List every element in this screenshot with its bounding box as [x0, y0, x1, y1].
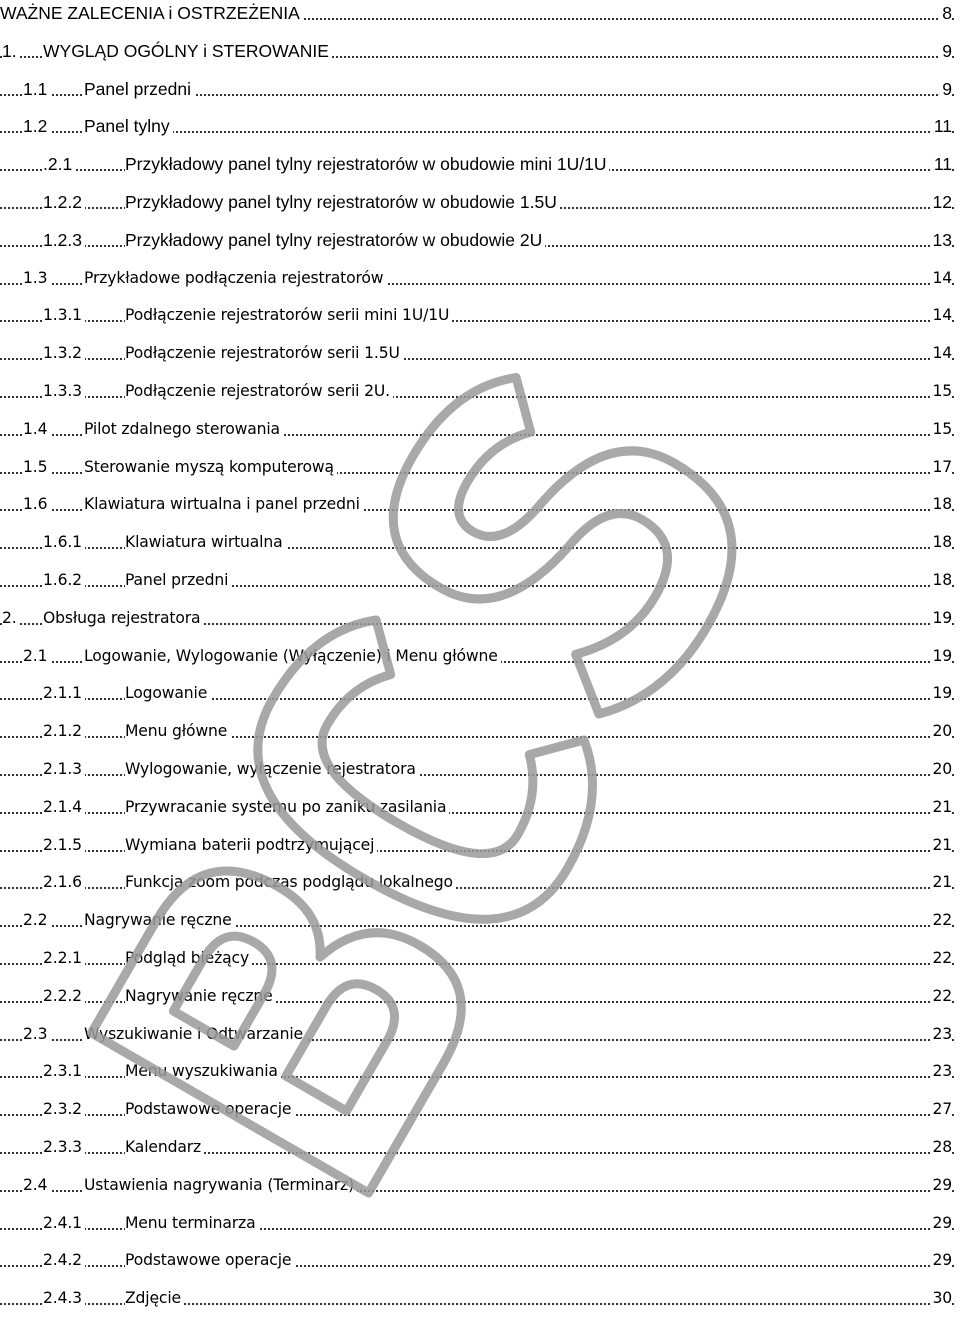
toc-entry-number: 2.3.2	[43, 1098, 85, 1120]
toc-entry-page-number: 11	[933, 116, 952, 137]
toc-entry-number: 2.2.2	[43, 985, 85, 1007]
toc-entry-number: WAŻNE ZALECENIA i OSTRZEŻENIA	[0, 2, 303, 24]
toc-entry-title-text: Przykładowe podłączenia rejestratorów	[84, 269, 386, 287]
toc-entry-number: 1.4	[23, 418, 50, 440]
toc-entry-title	[125, 1287, 184, 1309]
toc-entry-number: 1.3.3	[43, 380, 85, 402]
toc-entry-title	[125, 985, 276, 1007]
toc-entry-title	[125, 871, 456, 893]
toc-entry-page-number: 9	[942, 40, 952, 61]
toc-entry[interactable]	[0, 340, 954, 366]
toc-entry[interactable]	[0, 1285, 954, 1311]
toc-entry[interactable]	[0, 1172, 954, 1198]
toc-entry-number: 1.6.1	[43, 531, 85, 553]
toc-entry-number: 1.2.3	[43, 229, 85, 251]
toc-entry-title-text: Panel przedni	[84, 79, 194, 99]
toc-entry-page-number: 20	[932, 760, 952, 778]
toc-entry-page-number: 15	[932, 419, 952, 438]
toc-entry[interactable]	[0, 454, 954, 480]
toc-entry-title-text: Przywracanie systemu po zaniku zasilania	[125, 798, 449, 816]
toc-entry-title-text: Klawiatura wirtualna	[125, 533, 286, 551]
toc-entry[interactable]	[0, 567, 954, 593]
toc-entry-title	[125, 834, 377, 856]
toc-entry[interactable]	[0, 1021, 954, 1047]
toc-entry-title-text: Podłączenie rejestratorów serii 2U.	[125, 382, 393, 400]
toc-entry-title	[84, 1174, 357, 1196]
toc-entry-title-text: Kalendarz	[125, 1138, 204, 1156]
toc-entry[interactable]	[0, 680, 954, 706]
toc-entry-title	[125, 682, 210, 704]
toc-entry[interactable]	[0, 227, 954, 253]
toc-entry[interactable]	[0, 794, 954, 820]
toc-entry-title	[125, 1136, 204, 1158]
toc-entry-page-number: 17	[932, 457, 952, 476]
toc-entry-title-text: WYGLĄD OGÓLNY i STEROWANIE	[43, 41, 332, 61]
toc-entry[interactable]	[0, 416, 954, 442]
toc-entry-number: 2.4.1	[43, 1212, 85, 1234]
toc-entry-title	[84, 493, 363, 515]
toc-entry-title-text: Zdjęcie	[125, 1289, 184, 1307]
toc-entry-number: 2.1.6	[43, 871, 85, 893]
toc-entry[interactable]	[0, 0, 954, 26]
toc-entry-number: 2.3.3	[43, 1136, 85, 1158]
toc-entry-title-text: Ustawienia nagrywania (Terminarz)	[84, 1176, 357, 1194]
toc-entry-number: 2.4.2	[43, 1249, 85, 1271]
toc-entry-title	[84, 456, 337, 478]
toc-entry-title-text: Nagrywanie ręczne	[125, 987, 276, 1005]
toc-entry-number: 2.4.3	[43, 1287, 85, 1309]
toc-entry-page-number: 19	[932, 684, 952, 703]
toc-entry-title-text: Sterowanie myszą komputerową	[84, 458, 337, 476]
toc-entry-title	[125, 1212, 258, 1234]
toc-entry[interactable]	[0, 302, 954, 328]
toc-entry-number: 2.3.1	[43, 1060, 85, 1082]
toc-entry-number: 2.1.4	[43, 796, 85, 818]
toc-entry-title-text: Klawiatura wirtualna i panel przedni	[84, 495, 363, 513]
toc-entry-title-text: Przykładowy panel tylny rejestratorów w obudowie 1.5U	[125, 192, 560, 212]
toc-entry[interactable]	[0, 113, 954, 139]
toc-entry-number: 2.3	[23, 1023, 50, 1045]
toc-entry-title-text: Wylogowanie, wyłączenie rejestratora	[125, 760, 419, 778]
toc-entry-title	[43, 40, 332, 62]
toc-entry[interactable]	[0, 38, 954, 64]
toc-entry-number: 1.3	[23, 267, 50, 289]
toc-entry-page-number: 19	[932, 608, 952, 627]
toc-entry-number: 2.1.2	[43, 720, 85, 742]
toc-entry-title	[84, 115, 173, 137]
toc-entry-number: 2.1.5	[43, 834, 85, 856]
toc-entry-title-text: Nagrywanie ręczne	[84, 911, 235, 929]
toc-entry-page-number: 21	[932, 797, 952, 816]
toc-entry[interactable]	[0, 1210, 954, 1236]
toc-entry-number: 1.1	[23, 78, 50, 100]
toc-entry-title	[125, 153, 609, 175]
toc-entry-number: .2.1	[43, 153, 75, 175]
toc-entry-title-text: Menu terminarza	[125, 1214, 258, 1232]
toc-entry[interactable]	[0, 265, 954, 291]
toc-entry-number: 1.2.2	[43, 191, 85, 213]
toc-entry-title	[125, 1098, 294, 1120]
toc-entry-title	[43, 607, 203, 629]
toc-entry-page-number: 23	[932, 1024, 952, 1043]
toc-entry-page-number: 22	[932, 986, 952, 1005]
toc-entry-page-number: 29	[932, 1251, 952, 1270]
toc-entry-title	[84, 267, 386, 289]
toc-entry[interactable]	[0, 529, 954, 555]
toc-entry-page-number: 13	[932, 229, 952, 250]
toc-entry-page-number: 11	[933, 154, 952, 175]
toc-entry-title-text: Menu główne	[125, 722, 230, 740]
toc-entry-page-number: 18	[932, 495, 952, 514]
toc-entry[interactable]	[0, 151, 954, 177]
toc-entry-title	[125, 304, 452, 326]
toc-entry-title-text: Logowanie	[125, 684, 210, 702]
toc-entry-title-text: Pilot zdalnego sterowania	[84, 420, 283, 438]
toc-entry-title	[84, 418, 283, 440]
toc-entry[interactable]	[0, 1247, 954, 1273]
toc-entry-number: 2.1.3	[43, 758, 85, 780]
toc-entry-page-number: 27	[932, 1100, 952, 1119]
toc-entry[interactable]	[0, 983, 954, 1009]
toc-entry[interactable]	[0, 1058, 954, 1084]
toc-entry-number: 1.5	[23, 456, 50, 478]
toc-entry-page-number: 21	[932, 873, 952, 892]
toc-entry-title-text: Logowanie, Wylogowanie (Wyłączenie) i Menu główne	[84, 647, 501, 665]
toc-entry-title-text: Panel przedni	[125, 571, 231, 589]
toc-entry-number: 1.3.1	[43, 304, 85, 326]
toc-entry-title-text: Panel tylny	[84, 116, 173, 136]
toc-entry-title-text: Podłączenie rejestratorów serii 1.5U	[125, 344, 403, 362]
toc-entry-title	[84, 909, 235, 931]
toc-entry-page-number: 19	[932, 646, 952, 665]
toc-entry-page-number: 12	[932, 192, 952, 212]
toc-entry-number: 1.3.2	[43, 342, 85, 364]
toc-entry-title-text: Podłączenie rejestratorów serii mini 1U/1U	[125, 306, 452, 324]
toc-entry-title-text: Podgląd bieżący	[125, 949, 252, 967]
toc-entry[interactable]	[0, 907, 954, 933]
toc-entry-page-number: 30	[932, 1289, 952, 1308]
toc-entry-page-number: 9	[942, 78, 952, 99]
toc-entry[interactable]	[0, 491, 954, 517]
toc-entry-title	[125, 720, 230, 742]
toc-entry-title	[125, 380, 393, 402]
toc-entry[interactable]	[0, 718, 954, 744]
toc-entry-page-number: 28	[932, 1138, 952, 1156]
toc-entry-title-text: Przykładowy panel tylny rejestratorów w obudowie 2U	[125, 230, 545, 250]
toc-entry-title-text: Funkcja zoom podczas podglądu lokalnego	[125, 873, 456, 891]
toc-entry-number: 1.	[2, 40, 20, 62]
toc-entry-title	[125, 1249, 294, 1271]
toc-entry-page-number: 14	[932, 344, 952, 363]
toc-entry-title	[125, 758, 419, 780]
toc-entry-title-text: Wymiana baterii podtrzymującej	[125, 836, 377, 854]
toc-entry[interactable]	[0, 643, 954, 669]
toc-entry-title	[125, 569, 231, 591]
toc-entry-title	[84, 645, 501, 667]
toc-entry-title	[84, 78, 194, 100]
toc-entry-title	[84, 1023, 306, 1045]
toc-entry[interactable]	[0, 945, 954, 971]
toc-entry-page-number: 18	[932, 533, 952, 552]
toc-entry-page-number: 22	[932, 911, 952, 930]
toc-entry-title	[125, 229, 545, 251]
toc-entry-page-number: 23	[932, 1062, 952, 1081]
toc-entry-page-number: 15	[932, 382, 952, 400]
toc-entry-number: 2.4	[23, 1174, 50, 1196]
toc-entry-page-number: 29	[932, 1175, 952, 1194]
toc-entry-number: 1.2	[23, 115, 50, 137]
toc-entry-title-text: Przykładowy panel tylny rejestratorów w obudowie mini 1U/1U	[125, 154, 609, 174]
toc-entry-title-text: Obsługa rejestratora	[43, 609, 203, 627]
toc-entry-title	[125, 191, 560, 213]
toc-entry-number: 2.1.1	[43, 682, 85, 704]
toc-entry-title-text: Podstawowe operacje	[125, 1251, 294, 1269]
toc-entry-page-number: 20	[932, 722, 952, 741]
toc-entry-number: 2.2	[23, 909, 50, 931]
toc-entry-number: 1.6.2	[43, 569, 85, 591]
toc-entry-title-text: Podstawowe operacje	[125, 1100, 294, 1118]
toc-entry-number: 2.	[2, 607, 20, 629]
toc-entry-page-number: 21	[932, 835, 952, 854]
toc-entry[interactable]	[0, 869, 954, 895]
toc-entry[interactable]	[0, 1134, 954, 1160]
toc-entry-page-number: 14	[932, 268, 952, 287]
toc-entry-number: 2.2.1	[43, 947, 85, 969]
toc-entry-page-number: 14	[932, 306, 952, 325]
toc-entry-title	[125, 1060, 281, 1082]
toc-entry[interactable]	[0, 605, 954, 631]
toc-entry-page-number: 22	[932, 949, 952, 967]
toc-entry-number: 2.1	[23, 645, 50, 667]
toc-entry-title	[125, 531, 286, 553]
toc-entry-number: 1.6	[23, 493, 50, 515]
toc-entry[interactable]	[0, 189, 954, 215]
toc-entry-page-number: 29	[932, 1213, 952, 1232]
toc-entry-page-number: 8	[942, 3, 952, 23]
toc-entry-title-text: Wyszukiwanie i Odtwarzanie	[84, 1025, 306, 1043]
toc-entry-page-number: 18	[932, 571, 952, 589]
toc-entry-title	[125, 796, 449, 818]
toc-entry[interactable]	[0, 378, 954, 404]
toc-entry-title-text: Menu wyszukiwania	[125, 1062, 281, 1080]
toc-entry-title	[125, 342, 403, 364]
toc-entry[interactable]	[0, 756, 954, 782]
toc-entry[interactable]	[0, 76, 954, 102]
toc-entry[interactable]	[0, 832, 954, 858]
toc-entry[interactable]	[0, 1096, 954, 1122]
toc-entry-title	[125, 947, 252, 969]
